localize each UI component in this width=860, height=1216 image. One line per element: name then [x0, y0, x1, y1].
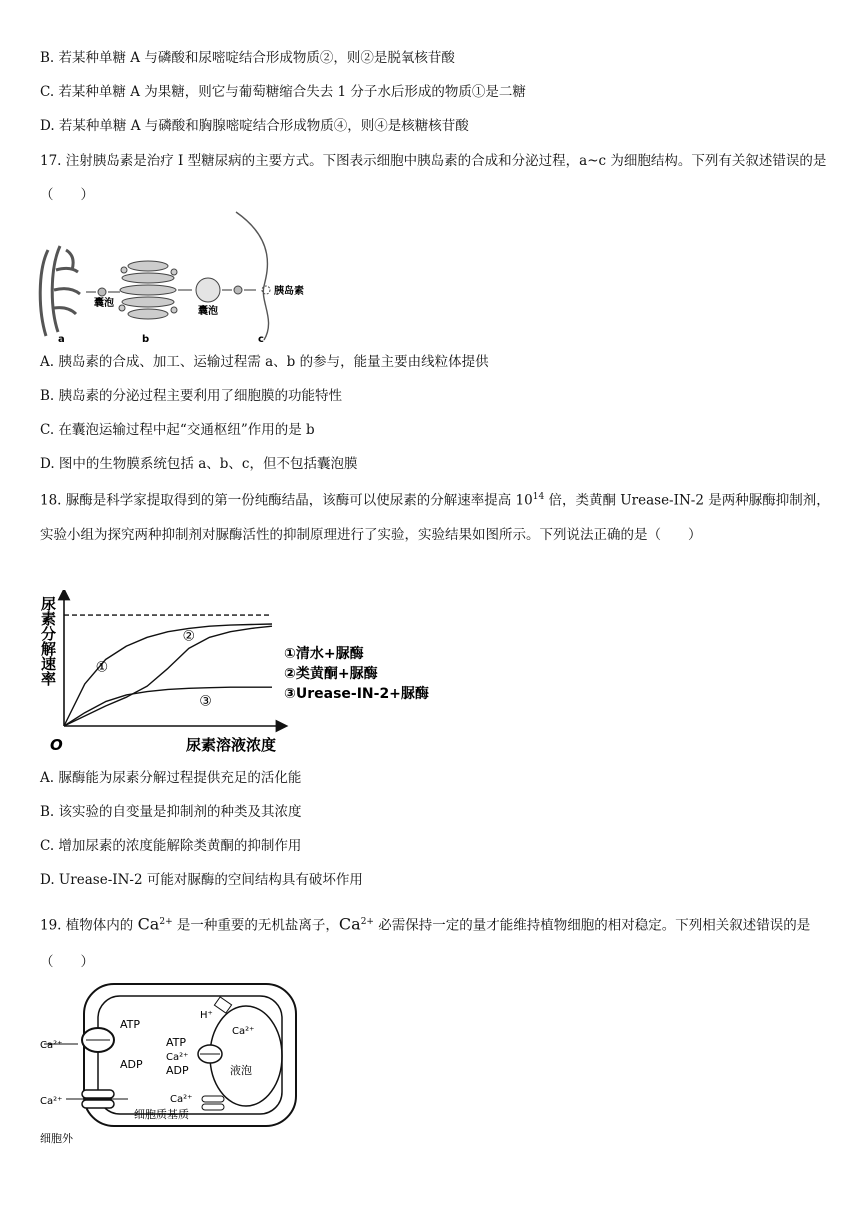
q17-option-c: C. 在囊泡运输过程中起“交通枢纽”作用的是 b	[40, 422, 315, 438]
x-axis-label: 尿素溶液浓度	[186, 736, 277, 754]
series-marker-3: ③	[199, 693, 212, 710]
er-structure-a	[40, 246, 80, 336]
ca-channel-top	[82, 1090, 114, 1098]
legend-series-2: ②类黄酮+脲酶	[284, 666, 378, 682]
ca-label-vac-top: Ca²⁺	[232, 1026, 255, 1037]
q19-ion-1: Ca	[137, 914, 160, 934]
q18-option-c: C. 增加尿素的浓度能解除类黄酮的抑制作用	[40, 838, 302, 854]
q19-stem	[40, 904, 830, 980]
series-line-3	[64, 687, 272, 726]
golgi-structure-b	[119, 261, 177, 319]
label-c: c	[258, 334, 264, 345]
cytoplasm-label: 细胞质基质	[134, 1108, 189, 1121]
outside-label: 细胞外	[40, 1132, 73, 1145]
cell-membrane-c	[236, 212, 269, 340]
q17-option-d: D. 图中的生物膜系统包括 a、b、c，但不包括囊泡膜	[40, 456, 358, 472]
y-axis-label: 尿素分解速率	[39, 596, 57, 686]
adp-label-inner: ADP	[166, 1064, 189, 1077]
q18-option-a: A. 脲酶能为尿素分解过程提供充足的活化能	[40, 770, 302, 786]
ca-label-inner: Ca²⁺	[166, 1052, 189, 1063]
q17-stem: 17. 注射胰岛素是治疗 Ⅰ 型糖尿病的主要方式。下图表示细胞中胰岛素的合成和分泌过程，a~c 为细胞结构。下列有关叙述错误的是（ ）	[40, 153, 827, 203]
q16-option-d: D. 若某种单糖 A 与磷酸和胸腺嘧啶结合形成物质④，则④是核糖核苷酸	[40, 118, 469, 134]
insulin-label: 胰岛素	[274, 286, 304, 297]
label-b: b	[142, 334, 150, 345]
q17-option-a: A. 胰岛素的合成、加工、运输过程需 a、b 的参与，能量主要由线粒体提供	[40, 354, 489, 370]
series-marker-2: ②	[182, 628, 196, 645]
adp-label-outer: ADP	[120, 1058, 143, 1071]
label-a: a	[58, 334, 65, 345]
q18-stem-part1: 18. 脲酶是科学家提取得到的第一份纯酶结晶，该酶可以使尿素的分解速率提高 10	[40, 492, 533, 509]
vesicle-2	[196, 278, 220, 302]
q19-stem-part1: 19. 植物体内的	[40, 917, 138, 934]
vesicle-1	[98, 288, 106, 296]
insulin-secretion-figure	[36, 210, 336, 346]
h-plus-label: H⁺	[200, 1010, 213, 1021]
vesicle-label-2: 囊泡	[198, 306, 218, 317]
q18-exponent: 14	[532, 492, 545, 502]
q19-stem-part2: 是一种重要的无机盐离子，	[172, 917, 339, 934]
ca-channel-bottom	[82, 1100, 114, 1108]
vacuole-label: 液泡	[230, 1064, 252, 1077]
urease-rate-chart	[36, 590, 436, 756]
h-antiporter	[214, 997, 231, 1013]
vacuole-channel-bottom	[202, 1104, 224, 1110]
series-line-2	[64, 626, 272, 726]
q18-stem	[40, 480, 830, 552]
calcium-transport-figure	[36, 978, 306, 1148]
series-marker-1: ①	[95, 659, 109, 676]
q17-option-b: B. 胰岛素的分泌过程主要利用了细胞膜的功能特性	[40, 388, 343, 404]
q19-charge-2: 2+	[360, 917, 374, 927]
q19-stem-part3: 必需保持一定的量才能维持植物细胞的相对稳定。下列相关叙述错误的是（ ）	[40, 917, 811, 970]
legend-series-1: ①清水+脲酶	[284, 646, 364, 662]
vesicle-3	[234, 286, 242, 294]
q16-option-b: B. 若某种单糖 A 与磷酸和尿嘧啶结合形成物质②，则②是脱氧核苷酸	[40, 50, 455, 66]
q18-option-d: D. Urease-IN-2 可能对脲酶的空间结构具有破坏作用	[40, 872, 363, 888]
atp-label-inner: ATP	[166, 1036, 187, 1049]
q16-option-c: C. 若某种单糖 A 为果糖，则它与葡萄糖缩合失去 1 分子水后形成的物质①是二糖	[40, 84, 526, 100]
ca-label-inner-2: Ca²⁺	[170, 1094, 193, 1105]
q18-stem-part2: 倍，类黄酮 Urease-IN-2 是两种脲酶抑制剂，实验小组为探究两种抑制剂对脲酶活性的抑制原理进行了实验，实验结果如图所示。下列说法正确的是（ ）	[40, 492, 830, 543]
q19-charge-1: 2+	[159, 917, 173, 927]
origin-label: O	[50, 736, 63, 754]
ca-label-outer-2: Ca²⁺	[40, 1096, 63, 1107]
atp-label-outer: ATP	[120, 1018, 141, 1031]
q18-option-b: B. 该实验的自变量是抑制剂的种类及其浓度	[40, 804, 302, 820]
vesicle-label-1: 囊泡	[94, 298, 114, 309]
legend-series-3: ③Urease-IN-2+脲酶	[284, 686, 429, 702]
ca-label-outer-1: Ca²⁺	[40, 1040, 63, 1051]
q19-ion-2: Ca	[338, 914, 361, 934]
vacuole-channel-top	[202, 1096, 224, 1102]
